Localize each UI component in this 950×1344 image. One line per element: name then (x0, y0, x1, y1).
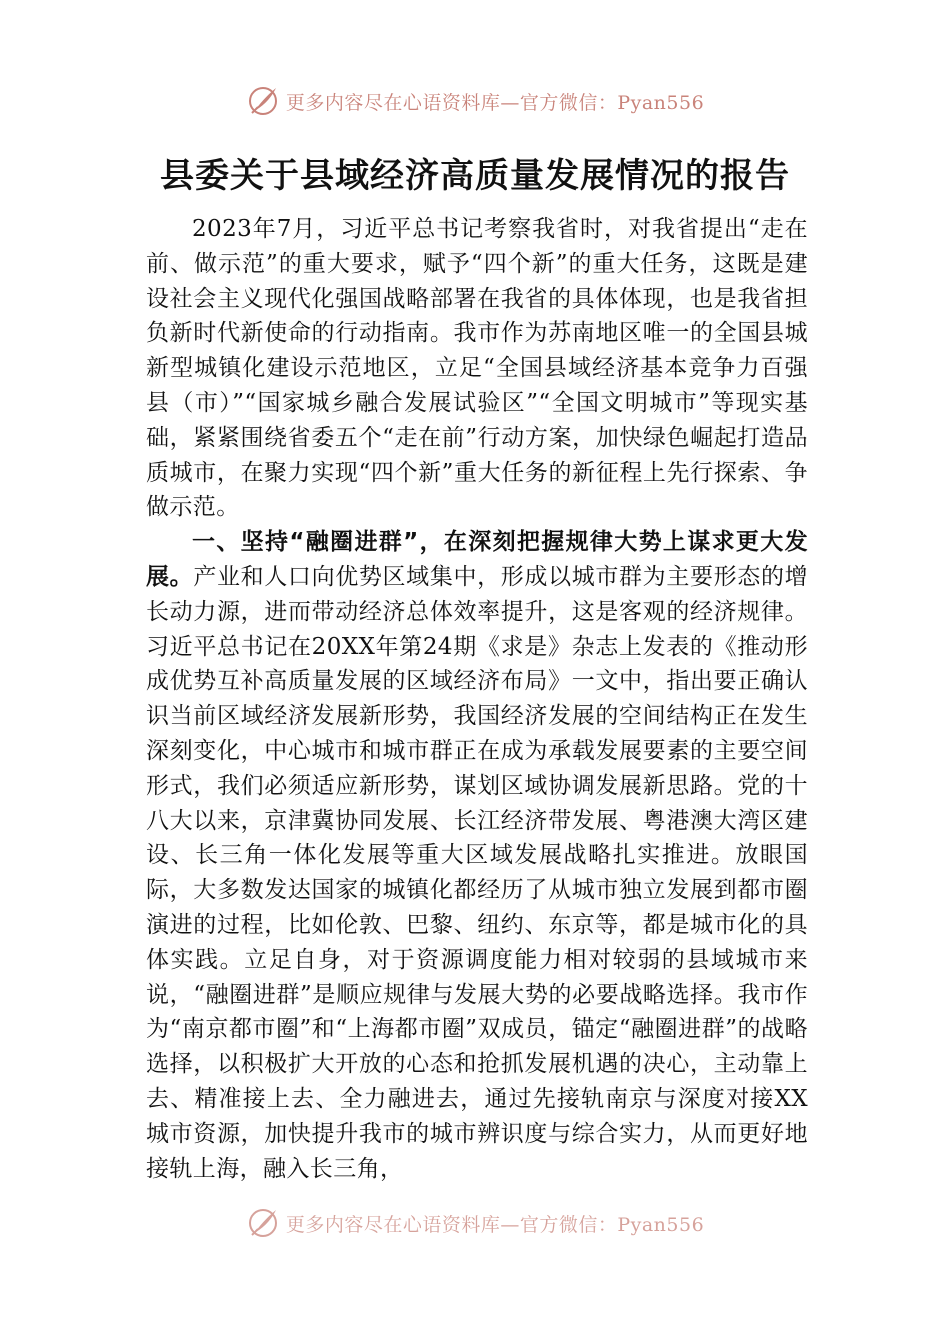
quill-logo-icon (246, 1206, 280, 1240)
section-1-heading: 一、坚持“融圈进群”，在深刻把握规律大势上谋求更大发展。 (146, 529, 808, 590)
watermark-text: 更多内容尽在心语资料库—官方微信：Pyan556 (285, 1213, 705, 1236)
document-title: 县委关于县域经济高质量发展情况的报告 (160, 156, 790, 196)
paragraph-section-1 (146, 525, 808, 1186)
watermark-header (0, 84, 950, 118)
quill-logo-icon (246, 84, 280, 118)
section-1-text: 产业和人口向优势区域集中，形成以城市群为主要形态的增长动力源，进而带动经济总体效率提升，这是客观的经济规律。习近平总书记在20XX年第24期《求是》杂志上发表的《推动形成优势互补高质量发展的区域经济布局》一文中，指出要正确认识当前区域经济发展新形势，我国经济发展的空间结构正在发生深刻变化，中心城市和城市群正在成为承载发展要素的主要空间形式，我们必须适应新形势，谋划区域协调发展新思路。党的十八大以来，京津冀协同发展、长江经济带发展、粤港澳大湾区建设、长三角一体化发展等重大区域发展战略扎实推进。放眼国际，大多数发达国家的城镇化都经历了从城市独立发展到都市圈演进的过程，比如伦敦、巴黎、纽约、东京等，都是城市化的具体实践。立足自身，对于资源调度能力相对较弱的县域城市来说，“融圈进群”是顺应规律与发展大势的必要战略选择。我市作为“南京都市圈”和“上海都市圈”双成员，锚定“融圈进群”的战略选择，以积极扩大开放的心态和抢抓发展机遇的决心，主动靠上去、精准接上去、全力融进去，通过先接轨南京与深度对接XX城市资源，加快提升我市的城市辨识度与综合实力，从而更好地接轨上海，融入长三角， (146, 563, 808, 1182)
watermark-text: 更多内容尽在心语资料库—官方微信：Pyan556 (285, 91, 705, 114)
paragraph-intro-text: 2023年7月，习近平总书记考察我省时，对我省提出“走在前、做示范”的重大要求，赋予“四个新”的重大任务，这既是建设社会主义现代化强国战略部署在我省的具体体现，也是我省担负新时代新使命的行动指南。我市作为苏南地区唯一的全国县城新型城镇化建设示范地区，立足“全国县域经济基本竞争力百强县（市）”“国家城乡融合发展试验区”“全国文明城市”等现实基础，紧紧围绕省委五个“走在前”行动方案，加快绿色崛起打造品质城市，在聚力实现“四个新”重大任务的新征程上先行探索、争做示范。 (146, 216, 808, 521)
watermark-footer (0, 1206, 950, 1240)
document-body (146, 212, 808, 1186)
paragraph-intro (146, 212, 808, 525)
